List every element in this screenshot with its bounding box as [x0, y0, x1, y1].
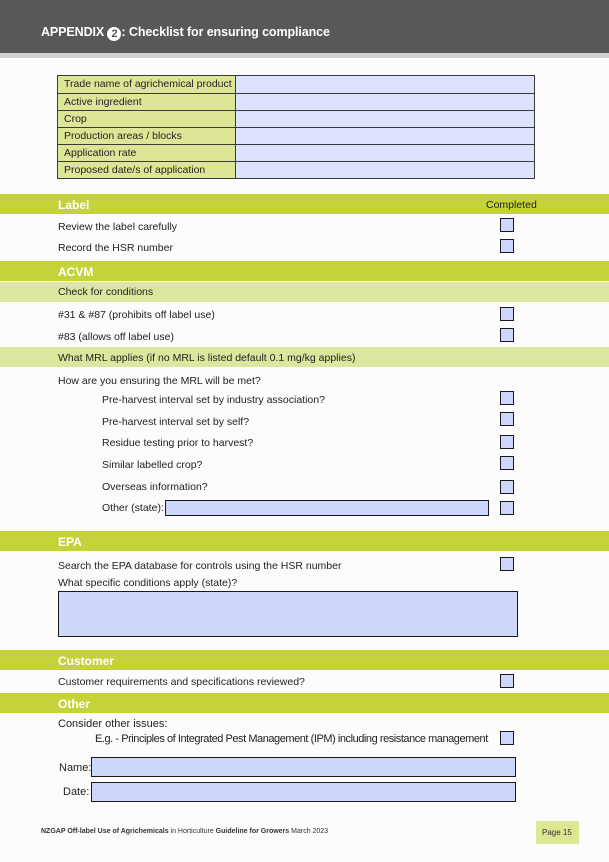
mrl-applies-label: What MRL applies (if no MRL is listed default 0.1 mg/kg applies)	[58, 352, 356, 364]
row-label: Production areas / blocks	[58, 128, 236, 144]
header-divider	[0, 53, 609, 58]
checklist-item-label: Pre-harvest interval set by industry association?	[102, 394, 325, 406]
checklist-item-label: #83 (allows off label use)	[58, 331, 174, 343]
checklist-item-label: Review the label carefully	[58, 221, 178, 233]
product-info-table	[57, 75, 535, 179]
table-row	[58, 93, 534, 110]
production-areas-input[interactable]	[236, 128, 534, 144]
row-label: Active ingredient	[58, 94, 236, 110]
section-title-epa: EPA	[58, 535, 82, 549]
checklist-item-label: Pre-harvest interval set by self?	[102, 416, 250, 428]
section-title-customer: Customer	[58, 654, 115, 668]
trade-name-input[interactable]	[236, 76, 534, 92]
application-rate-input[interactable]	[236, 145, 534, 161]
row-label: Application rate	[58, 145, 236, 161]
name-label: Name:	[59, 762, 92, 774]
consider-issues-label: Consider other issues:	[58, 718, 168, 730]
checklist-item-label: Record the HSR number	[58, 242, 173, 254]
crop-input[interactable]	[236, 111, 534, 127]
other-state-input[interactable]	[165, 500, 489, 516]
footer-bold-2: Guideline for Growers	[215, 828, 290, 835]
table-row	[58, 127, 534, 144]
epa-search-checkbox[interactable]	[500, 557, 514, 571]
table-row	[58, 76, 534, 93]
date-input[interactable]	[91, 782, 516, 802]
other-state-checkbox[interactable]	[500, 501, 514, 515]
review-label-checkbox[interactable]	[500, 218, 514, 232]
customer-reviewed-checkbox[interactable]	[500, 674, 514, 688]
phi-self-checkbox[interactable]	[500, 412, 514, 426]
footer-text	[41, 828, 328, 835]
application-rate-field[interactable]	[236, 145, 534, 161]
trade-name-field[interactable]	[236, 76, 534, 93]
phi-industry-checkbox[interactable]	[500, 391, 514, 405]
page-number: Page 15	[542, 828, 572, 837]
section-band-other	[0, 693, 609, 713]
epa-conditions-label: What specific conditions apply (state)?	[58, 577, 238, 589]
row-label: Trade name of agrichemical product	[58, 76, 236, 93]
allows-off-label-checkbox[interactable]	[500, 328, 514, 342]
section-title-label: Label	[58, 198, 90, 212]
residue-testing-checkbox[interactable]	[500, 435, 514, 449]
name-input[interactable]	[91, 757, 516, 777]
record-hsr-checkbox[interactable]	[500, 239, 514, 253]
checklist-item-label: Residue testing prior to harvest?	[102, 437, 254, 449]
completed-column-header: Completed	[486, 199, 537, 211]
title-prefix: APPENDIX	[41, 25, 105, 39]
footer-normal-2: March 2023	[289, 828, 329, 835]
epa-search-label: Search the EPA database for controls using the HSR number	[58, 560, 342, 572]
mrl-question-label: How are you ensuring the MRL will be met?	[58, 375, 261, 387]
prohibits-off-label-checkbox[interactable]	[500, 307, 514, 321]
date-label: Date:	[63, 786, 90, 798]
application-date-input[interactable]	[236, 162, 534, 178]
row-label: Proposed date/s of application	[58, 162, 236, 178]
crop-field[interactable]	[236, 111, 534, 127]
application-date-field[interactable]	[236, 162, 534, 178]
checklist-item-label: Overseas information?	[102, 481, 208, 493]
active-ingredient-input[interactable]	[236, 94, 534, 110]
section-title-other: Other	[58, 697, 91, 711]
title-text: : Checklist for ensuring compliance	[121, 25, 330, 39]
section-title-acvm: ACVM	[58, 265, 94, 279]
page-title	[41, 25, 330, 41]
checklist-item-label: #31 & #87 (prohibits off label use)	[58, 309, 215, 321]
check-conditions-label: Check for conditions	[58, 286, 154, 298]
table-row	[58, 110, 534, 127]
row-label: Crop	[58, 111, 236, 127]
footer-bold-1: NZGAP Off-label Use of Agrichemicals	[41, 828, 169, 835]
section-band-epa	[0, 531, 609, 551]
appendix-number-badge: 2	[107, 27, 121, 41]
epa-conditions-textarea[interactable]	[58, 591, 518, 637]
production-areas-field[interactable]	[236, 128, 534, 144]
customer-reviewed-label: Customer requirements and specifications reviewed?	[58, 676, 305, 688]
table-row	[58, 161, 534, 178]
checklist-item-label: Similar labelled crop?	[102, 459, 203, 471]
active-ingredient-field[interactable]	[236, 94, 534, 110]
table-row	[58, 144, 534, 161]
ipm-checkbox[interactable]	[500, 731, 514, 745]
other-state-label: Other (state):	[102, 502, 164, 514]
overseas-info-checkbox[interactable]	[500, 480, 514, 494]
footer-normal-1: in Horticulture	[168, 828, 216, 835]
ipm-item-label: E.g. - Principles of Integrated Pest Management (IPM) including resistance management	[95, 733, 488, 745]
similar-crop-checkbox[interactable]	[500, 456, 514, 470]
